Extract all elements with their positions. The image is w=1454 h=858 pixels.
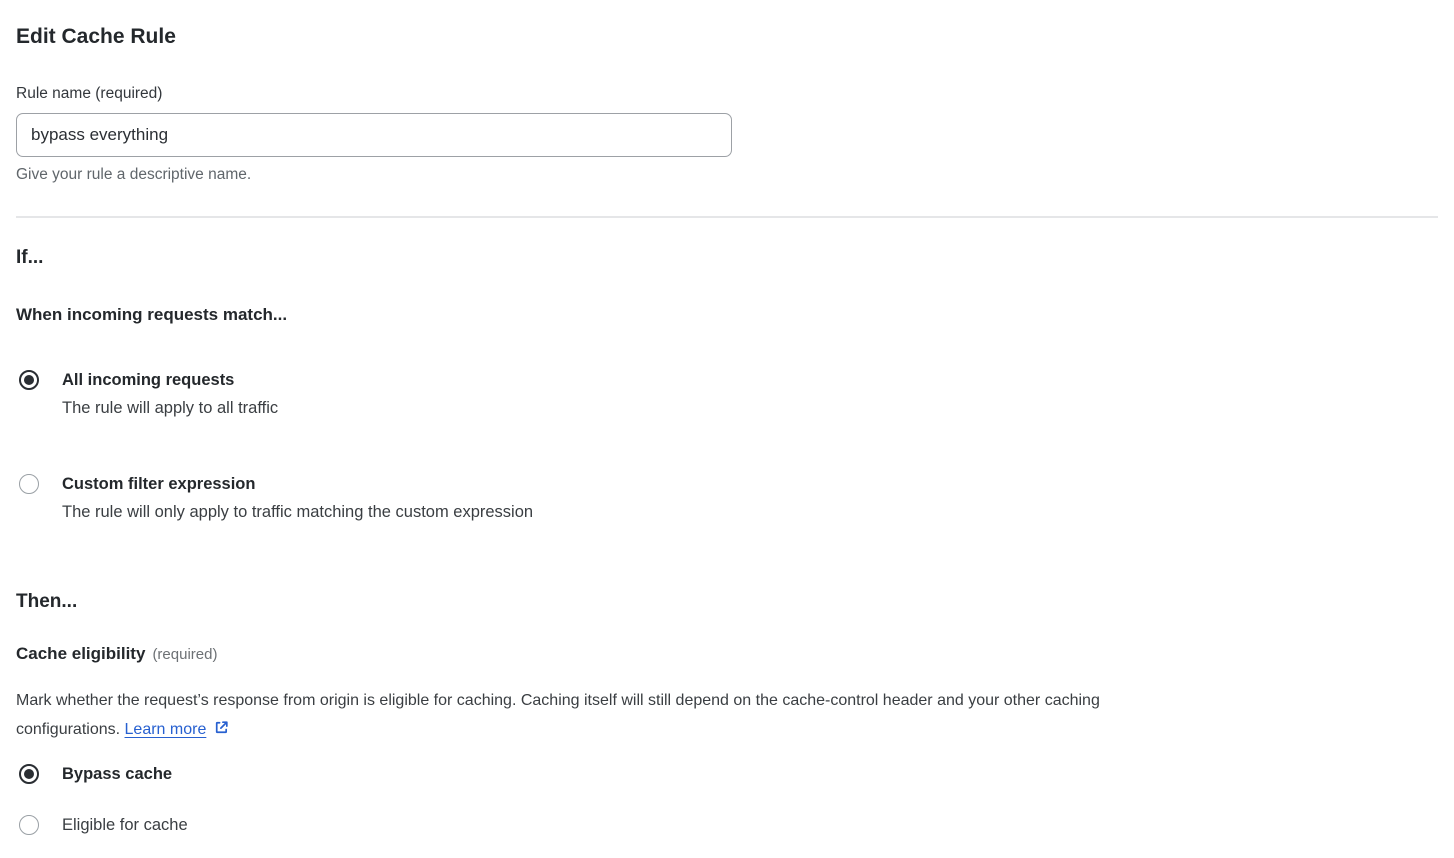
cache-eligibility-description (16, 686, 1438, 744)
rule-name-label: Rule name (required) (16, 85, 163, 102)
radio-button-selected[interactable] (19, 764, 39, 784)
external-link-icon (213, 719, 230, 736)
radio-option-body (62, 474, 533, 522)
radio-label: Bypass cache (62, 765, 173, 783)
rule-name-input[interactable] (16, 113, 732, 157)
radio-option-eligible-for-cache[interactable] (16, 815, 1438, 835)
radio-label: All incoming requests (62, 371, 235, 389)
description-line-2: configurations. (16, 721, 121, 738)
radio-label: Custom filter expression (62, 475, 256, 493)
radio-button-unselected[interactable] (19, 474, 39, 494)
learn-more-link[interactable]: Learn more (124, 721, 207, 738)
radio-label: Eligible for cache (62, 816, 188, 834)
rule-name-help: Give your rule a descriptive name. (16, 166, 252, 183)
page-title: Edit Cache Rule (16, 25, 176, 48)
radio-option-bypass-cache[interactable] (16, 764, 1438, 784)
radio-description: The rule will only apply to traffic matching the custom expression (62, 503, 534, 521)
cache-eligibility-label: Cache eligibility (16, 644, 146, 663)
radio-option-custom-filter-expression[interactable] (16, 474, 1438, 522)
then-heading: Then... (16, 591, 78, 612)
cache-eligibility-label-row (16, 644, 1438, 665)
radio-option-all-incoming-requests[interactable] (16, 370, 1438, 418)
radio-button-unselected[interactable] (19, 815, 39, 835)
required-note: (required) (152, 646, 218, 663)
radio-option-body (62, 815, 188, 835)
description-line-1: Mark whether the request’s response from origin is eligible for caching. Caching itself will still depend on the cache-control header and your other caching (16, 692, 1100, 709)
radio-button-selected[interactable] (19, 370, 39, 390)
when-incoming-requests-heading: When incoming requests match... (16, 305, 288, 324)
radio-option-body (62, 764, 172, 784)
radio-description: The rule will apply to all traffic (62, 399, 279, 417)
if-heading: If... (16, 247, 44, 268)
section-divider (16, 216, 1438, 218)
radio-option-body (62, 370, 278, 418)
